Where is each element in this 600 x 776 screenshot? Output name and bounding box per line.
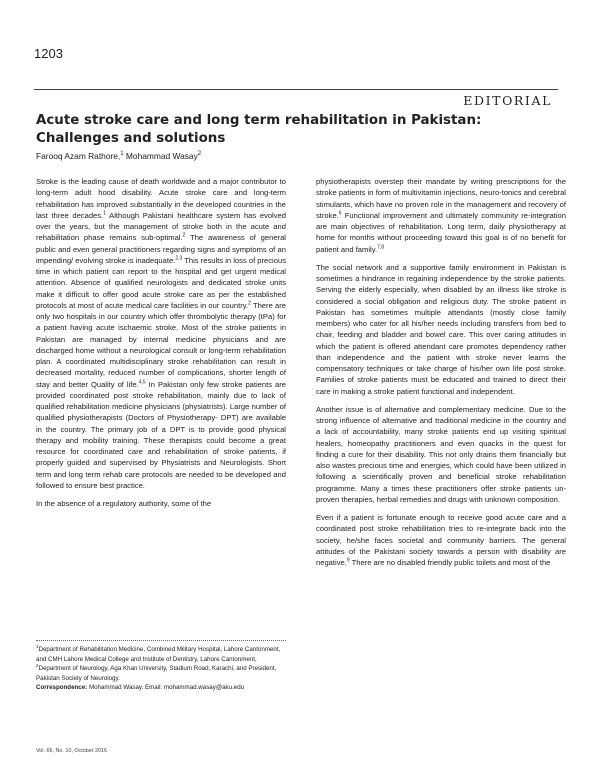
citation-mark: 6 xyxy=(338,210,342,217)
body-paragraph xyxy=(36,176,286,491)
citation-mark: 2,3 xyxy=(175,255,183,262)
body-paragraph xyxy=(316,262,566,397)
text-run: In the absence of a regulatory authority, some of the xyxy=(36,499,212,508)
text-run: There are no disabled friendly public toilets and most of the xyxy=(349,558,551,567)
citation-mark: 7,8 xyxy=(377,243,385,250)
citation-mark: 9 xyxy=(346,557,350,564)
text-run: In Pakistan only few stroke patients are provided coordinated post stroke rehabilitation, mainly due to lack of qualified rehabilitation medicine physicians (physiatrists). Large number of qualified physiotherapists (Doctors of Physiotherapy- DPT) are available in the country. The primary job of a DPT is to provide good physical therapy and mobility training. These therapists could become a great resource for coordinated care and rehabilitation of stroke patients, if properly guided and supervised by Physiatrists and Neurologists. Short term and long term rehab care protocols are needed to be developed and followed to ensure best practice. xyxy=(36,379,286,490)
body-column-right xyxy=(316,176,566,575)
citation-mark: 2 xyxy=(36,663,39,669)
body-paragraph xyxy=(316,512,566,568)
page-footer: Vol. 66, No. 10, October 2016 xyxy=(36,748,108,754)
citation-mark: 2 xyxy=(182,232,186,239)
text-run: The awareness of general public and even general practitioners regarding signs and symptoms of an impending/ evolving stroke is inadequate. xyxy=(36,233,286,265)
page-number: 1203 xyxy=(34,46,63,61)
author-affiliation-mark: 2 xyxy=(197,151,202,158)
text-run: Another issue is of alternative and complementary medicine. Due to the strong influence of alternative and traditional medicine in the country and a lack of accountability, many stroke patients end up visiting spiritual healers, homeopathy practitioners and even quacks in the quest for finding a cure for their disability. This not only drains them financially but also wastes precious time and energies, which could have been utilized in following a scientifically proven and beneficial stroke rehabilitation programme. Many a times these practitioners offer stroke patients un-proven therapies, herbal remedies and drugs with unknown composition. xyxy=(316,404,566,504)
body-paragraph xyxy=(36,498,286,509)
correspondence-label: Correspondence: xyxy=(36,684,88,692)
text-run: There are only two hospitals in our country which offer thrombolytic therapy (tPa) for a patient having acute ischaemic stroke. Most of the stroke patients in Pakistan are managed by internal medicine physicians and are discharged home without a neurological consult or long-term rehabilitation plan. A coordinated multidisciplinary stroke rehabilitation can result in decreased mortality, reduced number of complications, shorter length of stay and better Quality of life. xyxy=(36,300,286,389)
section-rule xyxy=(34,89,558,90)
text-run: Even if a patient is fortunate enough to receive good acute care and a coordinated post stroke rehabilitation tries to re-integrate back into the society, he/she faces societal and community barriers. The general attitudes of the Pakistani society towards a person with disability are negative. xyxy=(316,513,566,567)
footnote xyxy=(36,645,288,693)
correspondence-text: Mohammad Wasay. Email: mohammad.wasay@aku.edu xyxy=(87,684,245,692)
text-run: The social network and a supportive family environment in Pakistan is sometimes a hindrance in regaining independence by the stroke patients. Serving the elderly especially, when disabled by an illness like stroke is considered a social obligation and religious duty. The stroke patient in Pakistan has sometimes multiple attendants (mostly close family members) who cater for all his/her needs including transfers from bed to chair, feeding and bladder and bowel care. This over caring attitudes in which the patient is offered attendant care promotes dependency rather than independence and the patient with stroke never learns the compensatory techniques or take charge of his/her own life post stroke. Families of stroke patients must be educated and trained to direct their care in making a stroke patient functional and independent. xyxy=(316,262,566,396)
text-run: This results in loss of precious time in which patient can report to the hospital and get urgent medical attention. Absence of qualified neurologists and dedicated stroke units make it difficult to offer good acute stroke care as per the established protocols at most of acute medical care facilities in our country. xyxy=(36,255,286,310)
citation-mark: 1 xyxy=(36,643,39,649)
footnote-rule xyxy=(36,640,286,641)
author-name: Farooq Azam Rathore, xyxy=(36,151,121,161)
author-name: Mohammad Wasay xyxy=(123,151,198,161)
text-run: Department of Rehabilitation Medicine, Combined Military Hospital, Lahore Cantonment, and CMH Lahore Medical College and Institute of Dentistry, Lahore Cantonment, xyxy=(36,646,281,663)
section-label: EDITORIAL xyxy=(463,93,552,108)
body-paragraph xyxy=(316,176,566,255)
author-affiliation-mark: 1 xyxy=(120,151,124,158)
text-run: Stroke is the leading cause of death worldwide and a major contributor to long-term adult hood disability. Acute stroke care and long-term rehabilitation has improved substantially in the developed countries in the last three decades. xyxy=(36,177,286,220)
body-column-left xyxy=(36,176,286,516)
body-paragraph xyxy=(316,404,566,505)
text-run: Department of Neurology, Aga Khan University, Stadium Road, Karachi, and President, Pakistan Society of Neurology. xyxy=(36,665,277,682)
article-title: Acute stroke care and long term rehabilitation in Pakistan: Challenges and solutions xyxy=(36,113,482,146)
text-run: Functional improvement and ultimately community re-integration are main objectives of rehabilitation. Long term, daily physiotherapy at home for months without proceeding toward this goal is of no benefit for patient and family. xyxy=(316,210,566,254)
text-run: physiotherapists overstep their mandate by writing prescriptions for the stroke patients in form of multivitamin injections, neuro-tonics and cerebral stimulants, which have no proven role in the management and recovery of stroke. xyxy=(316,177,566,220)
author-list xyxy=(36,151,201,161)
affiliations xyxy=(36,645,288,683)
citation-mark: 1 xyxy=(103,210,106,217)
text-run: Although Pakistani healthcare system has evolved over the years, but the management of stroke both in the acute and rehabilitation phase remains sub-optimal. xyxy=(36,210,286,243)
correspondence xyxy=(36,683,288,693)
citation-mark: 2 xyxy=(248,300,251,307)
citation-mark: 4,5 xyxy=(138,378,146,385)
